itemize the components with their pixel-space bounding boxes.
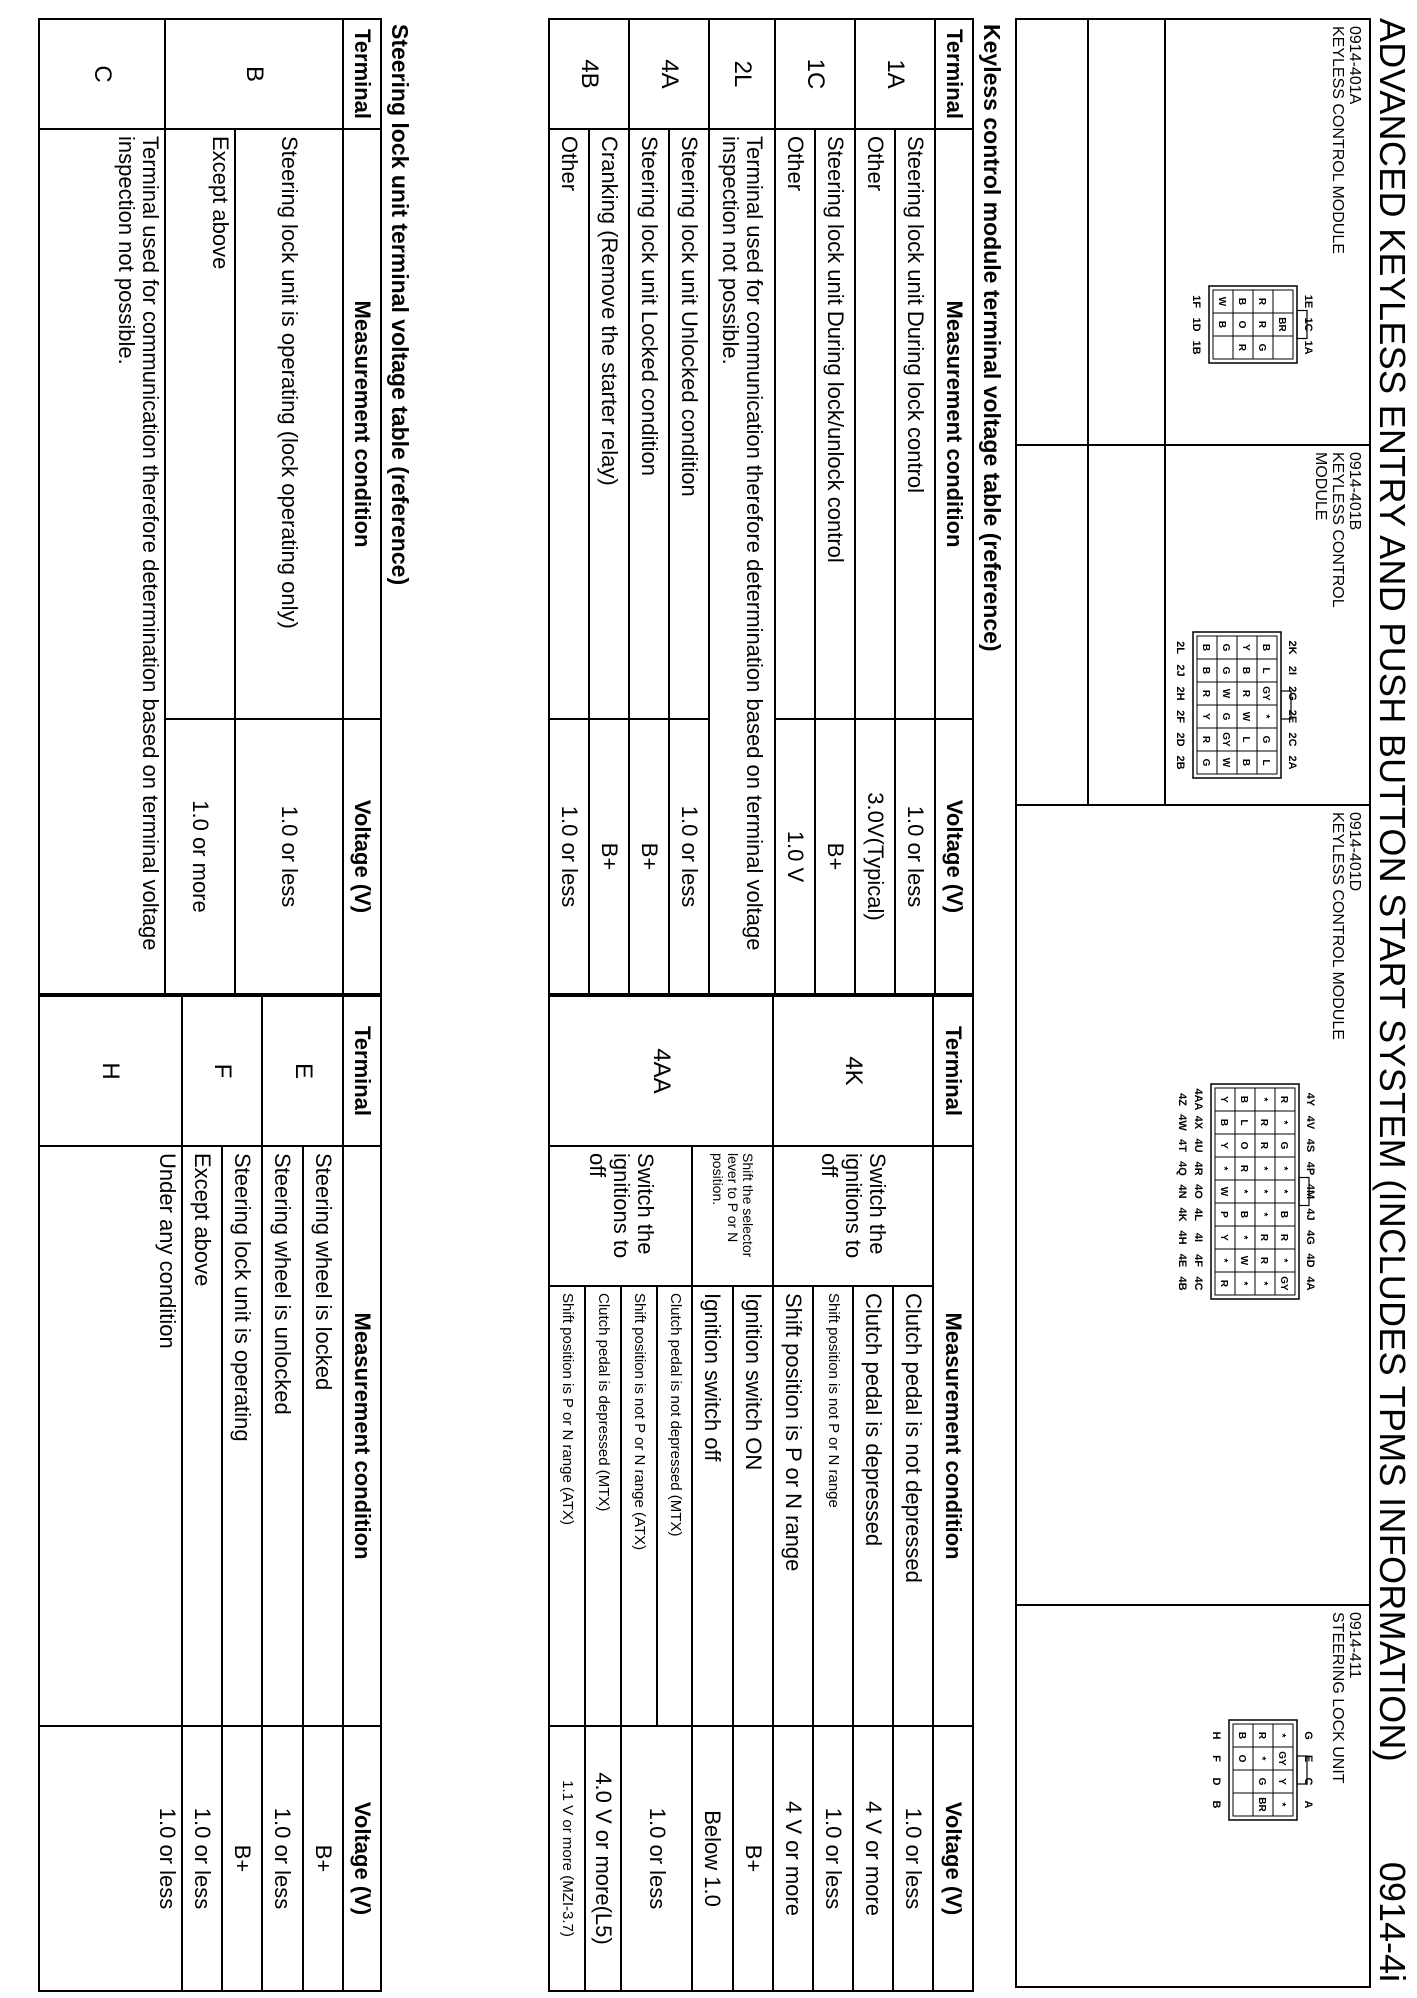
wire-color: * — [1278, 1189, 1289, 1194]
pin-cavity — [1233, 1793, 1253, 1816]
wire-color: B — [1200, 666, 1211, 675]
wire-color: G — [1260, 735, 1271, 744]
column-header: Measurement condition — [933, 1146, 973, 1726]
wire-color: Y — [1240, 644, 1251, 651]
wire-color: GY — [1278, 1276, 1289, 1291]
voltage-cell: 1.0 or less — [235, 719, 343, 994]
voltage-cell: B+ — [733, 1726, 773, 1991]
wire-color: GY — [1220, 732, 1231, 747]
connector-name: KEYLESS CONTROL MODULE — [1329, 26, 1346, 254]
pin-label: 1B — [1190, 340, 1202, 355]
wire-color: * — [1238, 1235, 1249, 1240]
wire-color: L — [1260, 667, 1271, 674]
column-header: Voltage (V) — [935, 719, 973, 994]
pin-label: 1E — [1302, 294, 1314, 309]
table-row — [39, 19, 165, 994]
voltage-cell: 4.0 V or more(L5) — [585, 1726, 621, 1991]
condition-cell: Ignition switch off — [692, 1286, 732, 1726]
pin-label: 4I — [1192, 1232, 1204, 1243]
pin-label: 4B — [1176, 1276, 1188, 1291]
pin-label: E — [1302, 1754, 1314, 1763]
terminal-cell: 4AA — [549, 996, 773, 1146]
pin-label: 1F — [1190, 295, 1202, 308]
connector-name: KEYLESS CONTROL MODULE — [1329, 812, 1346, 1040]
pin-label: 4U — [1192, 1138, 1204, 1153]
table-row — [855, 19, 895, 994]
table-row — [893, 996, 933, 1991]
pin-label: 4D — [1304, 1253, 1316, 1268]
wire-color: R — [1258, 1233, 1269, 1242]
wire-color: Y — [1218, 1142, 1229, 1149]
pin-label: 1D — [1190, 317, 1202, 332]
condition-cell: Other — [855, 129, 895, 719]
voltage-cell: 4 V or more — [773, 1726, 813, 1991]
pin-label: 2F — [1174, 710, 1186, 723]
wire-color: L — [1240, 736, 1251, 743]
pin-label: 4S — [1304, 1138, 1316, 1153]
column-header: Measurement condition — [935, 129, 973, 719]
wire-color: * — [1276, 1802, 1287, 1807]
voltage-cell: B+ — [629, 719, 669, 994]
table-row — [709, 19, 775, 994]
pin-label: F — [1210, 1755, 1222, 1762]
condition-cell: Steering lock unit Unlocked condition — [669, 129, 709, 719]
column-header: Terminal — [935, 19, 973, 129]
wire-color: B — [1240, 758, 1251, 767]
condition-cell: Shift position is P or N range (ATX) — [549, 1286, 585, 1726]
voltage-cell: 1.0 or less — [621, 1726, 693, 1991]
table-row — [629, 19, 669, 994]
terminal-cell: 4B — [549, 19, 629, 129]
wire-color: G — [1256, 343, 1267, 352]
condition-cell: Shift position is P or N range — [773, 1286, 813, 1726]
wire-color: R — [1256, 297, 1267, 306]
table-row — [549, 19, 589, 994]
module-table-left — [548, 18, 974, 995]
column-header: Voltage (V) — [933, 1726, 973, 1991]
voltage-cell: 1.0 or less — [182, 1726, 222, 1991]
wire-color: B — [1238, 1210, 1249, 1219]
voltage-cell: 1.1 V or more (MZI-3.7) — [549, 1726, 585, 1991]
condition-cell: Terminal used for communication therefore determination based on terminal voltage inspection not possible. — [39, 129, 165, 994]
pin-label: 4X — [1192, 1115, 1204, 1130]
wire-color: R — [1200, 689, 1211, 698]
wire-color: GY — [1260, 686, 1271, 701]
pin-label: 4P — [1304, 1161, 1316, 1176]
wire-color: * — [1276, 1733, 1287, 1738]
wire-color: GY — [1276, 1751, 1287, 1766]
table-row — [262, 996, 302, 1991]
connector-cell-411 — [1017, 1606, 1369, 1986]
terminal-cell: E — [262, 996, 342, 1146]
pin-label: 2B — [1174, 755, 1186, 770]
wire-color: * — [1278, 1120, 1289, 1125]
condition-cell: Shift position is not P or N range (ATX) — [621, 1286, 657, 1726]
connector-code: 0914-401D — [1346, 812, 1363, 892]
table-row — [733, 996, 773, 1991]
pin-label: 4A — [1304, 1276, 1316, 1291]
terminal-cell: 1A — [855, 19, 935, 129]
wire-color: W — [1220, 757, 1231, 768]
table-row — [669, 19, 709, 994]
wire-color: O — [1238, 1141, 1249, 1150]
voltage-cell: 1.0 or less — [549, 719, 589, 994]
module-table-right — [548, 995, 974, 1992]
pin-label: 4T — [1176, 1139, 1188, 1152]
condition-cell: Steering lock unit is operating (lock operating only) — [235, 129, 343, 719]
wire-color: W — [1220, 688, 1231, 699]
pin-label: 4G — [1304, 1230, 1316, 1245]
terminal-cell: C — [39, 19, 165, 129]
module-table-section — [548, 18, 1009, 1988]
wire-color: R — [1278, 1233, 1289, 1242]
connector-cell-401b — [1017, 446, 1369, 806]
connector-401d-drawing — [1169, 1068, 1321, 1315]
voltage-cell: 1.0 or less — [895, 719, 935, 994]
pin-label: 2L — [1174, 641, 1186, 654]
page-number: 0914-4i — [1372, 1861, 1413, 1982]
wire-color: * — [1238, 1189, 1249, 1194]
wire-color: R — [1278, 1095, 1289, 1104]
lock-table-section — [38, 18, 417, 1988]
pin-cavity — [1273, 336, 1293, 359]
voltage-cell: B+ — [303, 1726, 343, 1991]
connector-pane — [1015, 18, 1371, 1988]
table-row — [657, 996, 693, 1991]
wire-color: R — [1218, 1279, 1229, 1288]
condition-cell: Terminal used for communication therefore determination based on terminal voltage inspection not possible. — [709, 129, 775, 994]
wire-color: G — [1256, 1777, 1267, 1786]
wire-color: * — [1260, 714, 1271, 719]
pin-label: 2I — [1286, 665, 1298, 676]
connector-411-drawing — [1203, 1704, 1319, 1836]
voltage-cell: B+ — [222, 1726, 262, 1991]
wire-color: O — [1236, 320, 1247, 329]
condition-cell: Steering lock unit During lock/unlock control — [815, 129, 855, 719]
connector-code: 0914-401A — [1346, 26, 1363, 105]
wire-color: B — [1236, 297, 1247, 306]
wire-color: * — [1258, 1166, 1269, 1171]
connector-code: 0914-411 — [1346, 1612, 1363, 1679]
pin-label: 2H — [1174, 686, 1186, 701]
wire-color: * — [1278, 1258, 1289, 1263]
wire-color: G — [1220, 666, 1231, 675]
pin-label: 4K — [1176, 1207, 1188, 1222]
table-row — [303, 996, 343, 1991]
wire-color: B — [1260, 643, 1271, 652]
wire-color: W — [1238, 1255, 1249, 1266]
module-table-heading: Keyless control module terminal voltage table (reference) — [979, 24, 1005, 652]
column-header: Voltage (V) — [343, 719, 381, 994]
table-row — [589, 19, 629, 994]
wire-color: R — [1238, 1164, 1249, 1173]
pin-label: 4N — [1176, 1184, 1188, 1199]
connector-name: KEYLESS CONTROL MODULE — [1312, 452, 1346, 608]
wire-color: R — [1258, 1118, 1269, 1127]
voltage-cell: 1.0 V — [775, 719, 815, 994]
wire-color: W — [1216, 296, 1227, 307]
voltage-cell: B+ — [815, 719, 855, 994]
wire-color: * — [1278, 1166, 1289, 1171]
pin-label: 4E — [1176, 1253, 1188, 1268]
pin-label: 2J — [1174, 664, 1186, 677]
connector-code: 0914-401B — [1346, 452, 1363, 531]
wire-color: G — [1220, 712, 1231, 721]
pin-label: 2K — [1286, 640, 1298, 655]
voltage-cell: 1.0 or less — [39, 1726, 182, 1991]
terminal-cell: 2L — [709, 19, 775, 129]
table-row — [165, 19, 235, 994]
wire-color: L — [1238, 1119, 1249, 1126]
pin-label: 2E — [1286, 709, 1298, 724]
wire-color: Y — [1200, 713, 1211, 720]
wire-color: * — [1258, 1281, 1269, 1286]
pin-label: A — [1302, 1800, 1314, 1809]
pin-label: 4J — [1304, 1208, 1316, 1221]
column-header: Measurement condition — [343, 129, 381, 719]
terminal-cell: 4K — [773, 996, 933, 1146]
wire-color: * — [1258, 1212, 1269, 1217]
pin-label: 4F — [1192, 1254, 1204, 1267]
connector-name: STEERING LOCK UNIT — [1329, 1612, 1346, 1784]
wire-color: * — [1258, 1189, 1269, 1194]
pin-cavity — [1213, 336, 1233, 359]
pin-cavity — [1273, 290, 1293, 313]
pin-label: 4M — [1304, 1183, 1316, 1200]
lock-table-heading: Steering lock unit terminal voltage table (reference) — [387, 24, 413, 586]
wire-color: R — [1256, 1731, 1267, 1740]
pin-cavity — [1233, 1770, 1253, 1793]
pin-label: 2A — [1286, 755, 1298, 770]
wire-color: R — [1256, 320, 1267, 329]
pin-label: 2D — [1174, 732, 1186, 747]
pin-label: 1C — [1302, 317, 1314, 332]
wire-color: * — [1218, 1258, 1229, 1263]
group-condition-cell: Switch the ignitions to off — [549, 1146, 692, 1286]
column-header: Terminal — [933, 996, 973, 1146]
condition-cell: Steering lock unit During lock control — [895, 129, 935, 719]
table-row — [895, 19, 935, 994]
pin-label: 2C — [1286, 732, 1298, 747]
wire-color: * — [1258, 1097, 1269, 1102]
wire-color: G — [1278, 1141, 1289, 1150]
wire-color: Y — [1218, 1096, 1229, 1103]
terminal-cell: B — [165, 19, 343, 129]
voltage-cell: 1.0 or less — [262, 1726, 302, 1991]
voltage-cell: 1.0 or less — [813, 1726, 853, 1991]
wire-color: B — [1240, 666, 1251, 675]
table-row — [182, 996, 222, 1991]
pin-label: 4L — [1192, 1208, 1204, 1221]
wire-color: * — [1238, 1281, 1249, 1286]
connector-cell-401d — [1017, 806, 1369, 1606]
pin-label: B — [1210, 1800, 1222, 1809]
column-header: Terminal — [343, 19, 381, 129]
wire-color: R — [1236, 343, 1247, 352]
lock-table-left — [38, 18, 382, 995]
wire-color: B — [1238, 1095, 1249, 1104]
condition-cell: Cranking (Remove the starter relay) — [589, 129, 629, 719]
column-header: Measurement condition — [343, 1146, 381, 1726]
wire-color: B — [1200, 643, 1211, 652]
condition-cell: Clutch pedal is depressed (MTX) — [585, 1286, 621, 1726]
connector-svg — [1203, 1704, 1319, 1836]
pin-label: 4O — [1192, 1184, 1204, 1199]
page-title: ADVANCED KEYLESS ENTRY AND PUSH BUTTON START SYSTEM (INCLUDES TPMS INFORMATION) — [1372, 18, 1413, 1762]
wire-color: B — [1278, 1210, 1289, 1219]
column-header: Terminal — [343, 996, 381, 1146]
pin-label: 2G — [1286, 686, 1298, 701]
wire-color: B — [1218, 1118, 1229, 1127]
wire-color: BR — [1256, 1797, 1267, 1812]
pin-label: 4W — [1176, 1114, 1188, 1131]
condition-cell: Other — [549, 129, 589, 719]
wire-color: G — [1200, 758, 1211, 767]
wire-color: R — [1200, 735, 1211, 744]
wire-color: L — [1260, 759, 1271, 766]
wire-color: Y — [1276, 1778, 1287, 1785]
condition-cell: Ignition switch ON — [733, 1286, 773, 1726]
pin-label: C — [1302, 1777, 1314, 1786]
pin-label: H — [1210, 1731, 1222, 1740]
pin-label: 4AA — [1192, 1088, 1204, 1111]
pin-label: 4Z — [1176, 1093, 1188, 1106]
connector-401b-drawing — [1167, 616, 1303, 794]
table-row — [775, 19, 815, 994]
group-condition-cell: Switch the ignitions to off — [773, 1146, 933, 1286]
table-row — [815, 19, 855, 994]
condition-cell: Except above — [165, 129, 235, 719]
wire-color: W — [1240, 711, 1251, 722]
voltage-cell: 1.0 or less — [669, 719, 709, 994]
wire-color: * — [1218, 1166, 1229, 1171]
condition-cell: Clutch pedal is not depressed — [893, 1286, 933, 1726]
connector-svg — [1167, 616, 1303, 794]
condition-cell: Clutch pedal is not depressed (MTX) — [657, 1286, 693, 1726]
pin-label: 4H — [1176, 1230, 1188, 1245]
wire-color: P — [1218, 1211, 1229, 1218]
terminal-cell: 4A — [629, 19, 709, 129]
pin-label: 4V — [1304, 1115, 1316, 1130]
pin-label: 4C — [1192, 1276, 1204, 1291]
connector-cell-401a — [1017, 20, 1369, 446]
pin-label: D — [1210, 1777, 1222, 1786]
voltage-cell: Below 1.0 — [692, 1726, 732, 1991]
terminal-cell: F — [182, 996, 262, 1146]
connector-401a-drawing — [1183, 270, 1319, 379]
wire-color: BR — [1276, 317, 1287, 332]
pin-label: 4R — [1192, 1161, 1204, 1176]
connector-svg — [1169, 1068, 1321, 1315]
condition-cell: Steering lock unit is operating — [222, 1146, 262, 1726]
column-header: Voltage (V) — [343, 1726, 381, 1991]
wire-color: G — [1220, 643, 1231, 652]
voltage-cell: B+ — [589, 719, 629, 994]
condition-cell: Steering wheel is locked — [303, 1146, 343, 1726]
group-condition-cell: Shift the selector lever to P or N position. — [692, 1146, 772, 1286]
voltage-cell: 4 V or more — [853, 1726, 893, 1991]
table-row — [235, 19, 343, 994]
wire-color: W — [1218, 1186, 1229, 1197]
wire-color: * — [1256, 1756, 1267, 1761]
voltage-cell: 1.0 or more — [165, 719, 235, 994]
condition-cell: Other — [775, 129, 815, 719]
wire-color: R — [1240, 689, 1251, 698]
connector-svg — [1183, 270, 1319, 379]
voltage-cell: 1.0 or less — [893, 1726, 933, 1991]
voltage-cell: 3.0V(Typical) — [855, 719, 895, 994]
condition-cell: Under any condition — [39, 1146, 182, 1726]
wire-color: R — [1258, 1256, 1269, 1265]
lock-table-right — [38, 995, 382, 1992]
table-row — [39, 996, 182, 1991]
condition-cell: Steering wheel is unlocked — [262, 1146, 302, 1726]
wire-color: Y — [1218, 1234, 1229, 1241]
wire-color: B — [1236, 1731, 1247, 1740]
pin-label: 4Y — [1304, 1092, 1316, 1107]
condition-cell: Except above — [182, 1146, 222, 1726]
pin-label: 4Q — [1176, 1161, 1188, 1176]
condition-cell: Steering lock unit Locked condition — [629, 129, 669, 719]
wire-color: O — [1236, 1754, 1247, 1763]
terminal-cell: H — [39, 996, 182, 1146]
pin-label: G — [1302, 1731, 1314, 1740]
condition-cell: Clutch pedal is depressed — [853, 1286, 893, 1726]
condition-cell: Shift position is not P or N range — [813, 1286, 853, 1726]
wire-color: R — [1258, 1141, 1269, 1150]
wire-color: B — [1216, 320, 1227, 329]
terminal-cell: 1C — [775, 19, 855, 129]
pin-label: 1A — [1302, 340, 1314, 355]
table-row — [222, 996, 262, 1991]
